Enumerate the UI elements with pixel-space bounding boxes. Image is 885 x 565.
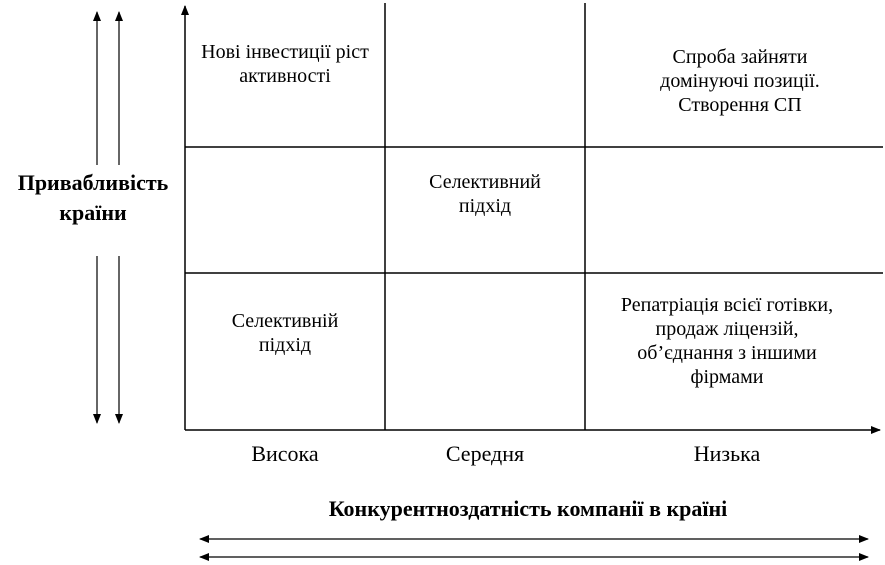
- cell-bottom-right: [596, 293, 858, 389]
- cell-top-right-line3: Створення СП: [678, 94, 802, 116]
- cell-top-right-line1: Спроба зайняти: [672, 46, 808, 68]
- cell-bottom-right-line2: продаж ліцензій,: [655, 318, 799, 340]
- x-category-medium: Середня: [445, 441, 525, 466]
- cell-bottom-left-line2: підхід: [258, 334, 312, 356]
- y-axis-title-line2: країни: [59, 200, 127, 225]
- cell-middle-center-line2: підхід: [458, 195, 512, 217]
- cell-top-left-line1: Нові інвестиції ріст: [201, 41, 369, 63]
- cell-bottom-left: [185, 309, 385, 357]
- cell-top-left: [185, 40, 385, 88]
- y-axis-title: [0, 168, 186, 228]
- x-axis-title: Конкурентноздатність компанії в країні: [328, 496, 728, 521]
- x-category-high: Висока: [251, 441, 319, 466]
- cell-middle-center-line1: Селективний: [429, 171, 541, 193]
- cell-bottom-right-line1: Репатріація всієї готівки,: [620, 294, 834, 316]
- x-category-low: Низька: [693, 441, 761, 466]
- cell-bottom-right-line3: об’єднання з іншими: [637, 342, 817, 364]
- y-axis-title-line1: Привабливість: [17, 170, 169, 195]
- cell-bottom-left-line1: Селективній: [231, 310, 339, 332]
- cell-top-left-line2: активності: [239, 65, 331, 87]
- cell-middle-center: [385, 170, 585, 218]
- cell-bottom-right-line4: фірмами: [690, 366, 764, 388]
- cell-top-right: [640, 45, 840, 117]
- cell-top-right-line2: домінуючі позиції.: [660, 70, 820, 92]
